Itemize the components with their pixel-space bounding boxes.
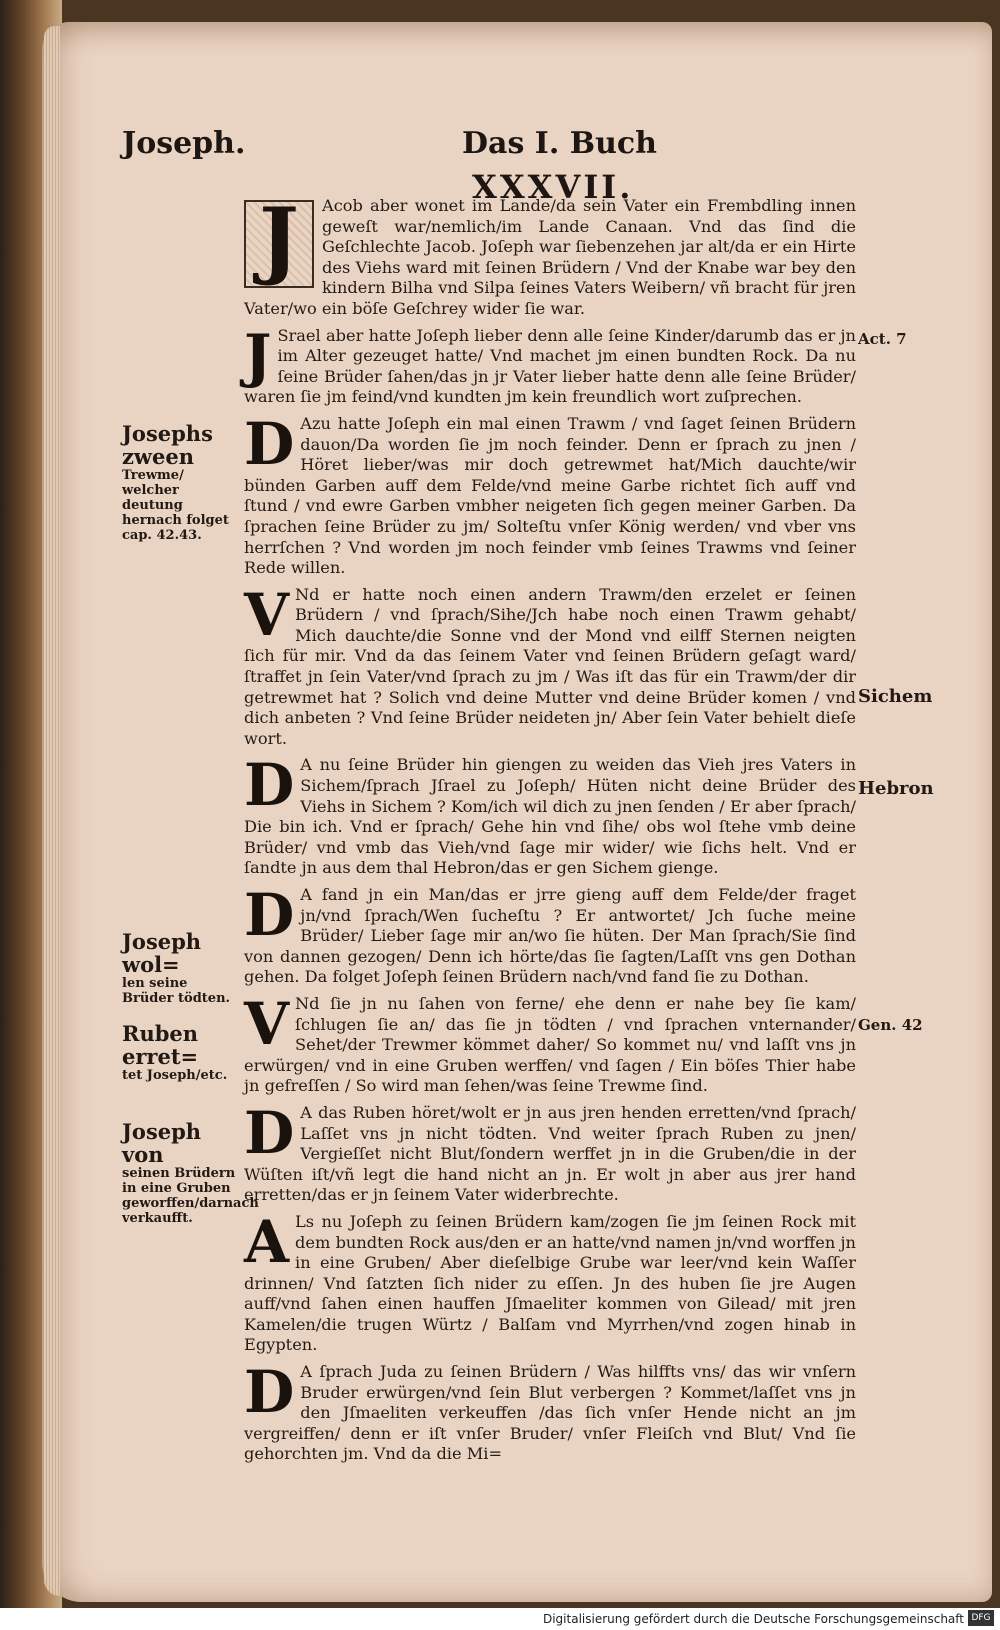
paragraph xyxy=(244,1358,856,1465)
paragraph-text: Ls nu Joſeph zu ſeinen Brüdern kam/zogen ſie jm ſeinen Rock mit dem bundten Rock aus/den er an hatte/vnd namen jn/vnd worffen jn in eine Gruben/ Aber dieſelbige Grube war leer/vnd kein Waſſer drinnen/ Vnd ſatzten ſich nider zu eſſen. Jn des huben ſie jre Augen auff/vnd ſahen einen hauffen Jſmaeliter kommen von Gilead/ mit jren Kamelen/die trugen Würtz / Balſam vnd Myrrhen/vnd zogen hinab in Egypten. xyxy=(244,1211,856,1355)
paragraph-text: A fand jn ein Man/das er jrre gieng auff dem Felde/der fraget jn/vnd ſprach/Wen ſucheſtu ? Er antwortet/ Jch ſuche meine Brüder/ Lieber ſage mir an/wo ſie hüten. Der Man ſprach/Sie ſind von dannen gezogen/ Denn ich hörte/das ſie ſagten/Laſſt vns gen Dothan gehen. Da folget Joſeph ſeinen Brüdern nach/vnd fand ſie zu Dothan. xyxy=(244,885,856,987)
paragraph xyxy=(244,409,856,579)
margin-note-left xyxy=(122,1119,259,1226)
drop-initial: D xyxy=(244,881,295,949)
margin-note-left xyxy=(122,1022,240,1083)
drop-initial: D xyxy=(244,409,295,478)
paragraph xyxy=(244,1207,856,1356)
paragraph-text: Srael aber hatte Joſeph lieber denn alle ſeine Kinder/darumb das er jn im Alter gezeuget hatte/ Vnd machet jm einen bundten Rock. Da nu ſeine Brüder ſahen/das jn jr Vater lieber hatte denn alle ſeine Brüder/ waren ſie jm feind/vnd kundten jm kein freundlich wort zuſprechen. xyxy=(244,325,856,407)
margin-note-text: tet Joseph/etc. xyxy=(122,1068,228,1083)
page-edges xyxy=(44,26,60,1596)
digitization-credit: Digitalisierung gefördert durch die Deutsche Forschungsgemeinschaft xyxy=(542,1612,964,1626)
running-head-left: Joseph. xyxy=(122,126,246,161)
paragraph-text: A ſprach Juda zu ſeinen Brüdern / Was hilffts vns/ das wir vnſern Bruder erwürgen/vnd ſein Blut verbergen ? Kommet/laſſet vns jn den Jſmaeliten verkeuffen /das ſich vnſer Hende nicht an jm vergreiffen/ denn er iſt vnſer Bruder/ vnſer Fleiſch vnd Blut/ Vnd ſie gehorchten jm. Vnd da die Mi= xyxy=(244,1362,856,1464)
paragraph-text: Nd ſie jn nu ſahen von ferne/ ehe denn er nahe bey ſie kam/ſchlugen ſie an/ das ſie jn tödten / vnd ſprachen vnternander/ Sehet/der Trewmer kömmet daher/ So kommet nu/ vnd laſſt vns jn erwürgen/ vnd in eine Gruben werffen/ vnd ſagen / Ein böſes Thier habe jn gefreſſen / So wird man ſehen/was ſeine Trewme ſind. xyxy=(244,993,856,1096)
drop-initial: V xyxy=(244,989,290,1058)
paragraph-text: A nu ſeine Brüder hin giengen zu weiden das Vieh jres Vaters in Sichem/ſprach Jſrael zu Joſeph/ Hüten nicht deine Brüder des Viehs in Sichem ? Kom/ich wil dich zu jnen ſenden / Er aber ſprach/ Die bin ich. Vnd er ſprach/ Gehe hin vnd ſihe/ obs wol ſtehe vmb deine Brüder/ vnd vmb das Vieh/vnd ſage mir wider/ wie ſichs helt. Vnd er ſandte jn aus dem thal Hebron/das er gen Sichem gienge. xyxy=(244,755,856,878)
paragraph-text: Nd er hatte noch einen andern Trawm/den erzelet er ſeinen Brüdern / vnd ſprach/Sihe/Jch habe noch einen Trawm gehabt/ Mich dauchte/die Sonne vnd der Mond vnd eilff Sternen neigten ſich für mir. Vnd da das ſeinem Vater vnd ſeinen Brüdern geſagt ward/ſtraffet jn ſein Vater/vnd ſprach zu jm / Was iſt das für ein Trawm/der dir getrewmet hat ? Solich vnd deine Mutter vnd deine Brüder komen / vnd dich anbeten ? Vnd ſeine Brüder neideten jn/ Aber ſein Vater behielt dieſe wort. xyxy=(244,584,856,748)
paragraph xyxy=(244,1098,856,1206)
margin-note-left xyxy=(122,422,240,543)
footer-strip xyxy=(0,1608,1000,1630)
decorated-initial: J xyxy=(244,200,314,288)
paragraph xyxy=(244,881,856,988)
paragraph xyxy=(244,321,856,408)
margin-note-lead: Ruben erret= xyxy=(122,1021,199,1069)
paragraph-text: A das Ruben höret/wolt er jn aus jren henden erretten/vnd ſprach/ Laſſet vns jn nicht tödten. Vnd weiter ſprach Ruben zu jnen/ Vergieſſet nicht Blut/ſondern werffet jn in die Gruben/die in der Wüſten iſt/vñ legt die hand nicht an jn. Er wolt jn aber aus jrer hand erretten/das er jn ſeinem Vater widerbrechte. xyxy=(244,1102,856,1205)
chapter-number: XXXVII. xyxy=(472,168,634,206)
margin-place-sichem: Sichem xyxy=(858,686,933,707)
margin-note-text: Trewme/ welcher deutung hernach folget cap. 42.43. xyxy=(122,468,229,543)
margin-note-left xyxy=(122,930,240,1006)
margin-ref-act: Act. 7 xyxy=(858,330,907,348)
drop-initial: J xyxy=(244,321,272,390)
margin-note-lead: Josephs zween xyxy=(122,421,213,469)
running-head-center: Das I. Buch xyxy=(462,126,657,161)
drop-initial: V xyxy=(244,580,290,649)
margin-note-lead: Joseph von xyxy=(122,1119,202,1167)
paragraph-text: Acob aber wonet im Lande/da sein Vater ein Frembdling innen geweſt war/nemlich/im Lande Canaan. Vnd das ſind die Geſchlechte Jacob. Joſeph war ſiebenzehen jar alt/da er ein Hirte des Viehs ward mit ſeinen Brüdern / Vnd der Knabe war bey den kindern Bilha vnd Silpa ſeines Vaters Weibern/ vñ bracht für jren Vater/wo ein böſe Geſchrey wider ſie war. xyxy=(244,196,856,318)
drop-initial: A xyxy=(244,1207,290,1276)
main-text-column xyxy=(244,189,856,1471)
paragraph xyxy=(244,189,856,320)
drop-initial: D xyxy=(244,1358,295,1427)
margin-ref-gen: Gen. 42 xyxy=(858,1016,923,1034)
drop-initial: D xyxy=(244,751,295,820)
dfg-logo: DFG xyxy=(968,1610,994,1626)
margin-note-text: seinen Brüdern in eine Gruben geworffen/darnach verkaufft. xyxy=(122,1166,259,1226)
paragraph xyxy=(244,751,856,879)
margin-place-hebron: Hebron xyxy=(858,778,934,799)
paragraph-text: Azu hatte Joſeph ein mal einen Trawm / vnd ſaget ſeinen Brüdern dauon/Da worden ſie jm noch feinder. Denn er ſprach zu jnen / Höret lieber/was mir doch getrewmet hat/Mich dauchte/wir bünden Garben auff dem Felde/vnd meine Garbe richtet ſich auff vnd ſtund / vnd ewre Garben vmbher neigeten ſich gegen meiner Garben. Da ſprachen ſeine Brüder zu jm/ Solteſtu vnſer König werden/ vnd vber vns herrſchen ? Vnd worden jm noch feinder vmb ſeines Trawms vnd ſeiner Rede willen. xyxy=(244,413,856,578)
margin-note-text: len seine Brüder tödten. xyxy=(122,976,231,1006)
paragraph xyxy=(244,580,856,750)
margin-note-lead: Joseph wol= xyxy=(122,929,202,977)
paragraph xyxy=(244,989,856,1097)
drop-initial: D xyxy=(244,1098,295,1167)
